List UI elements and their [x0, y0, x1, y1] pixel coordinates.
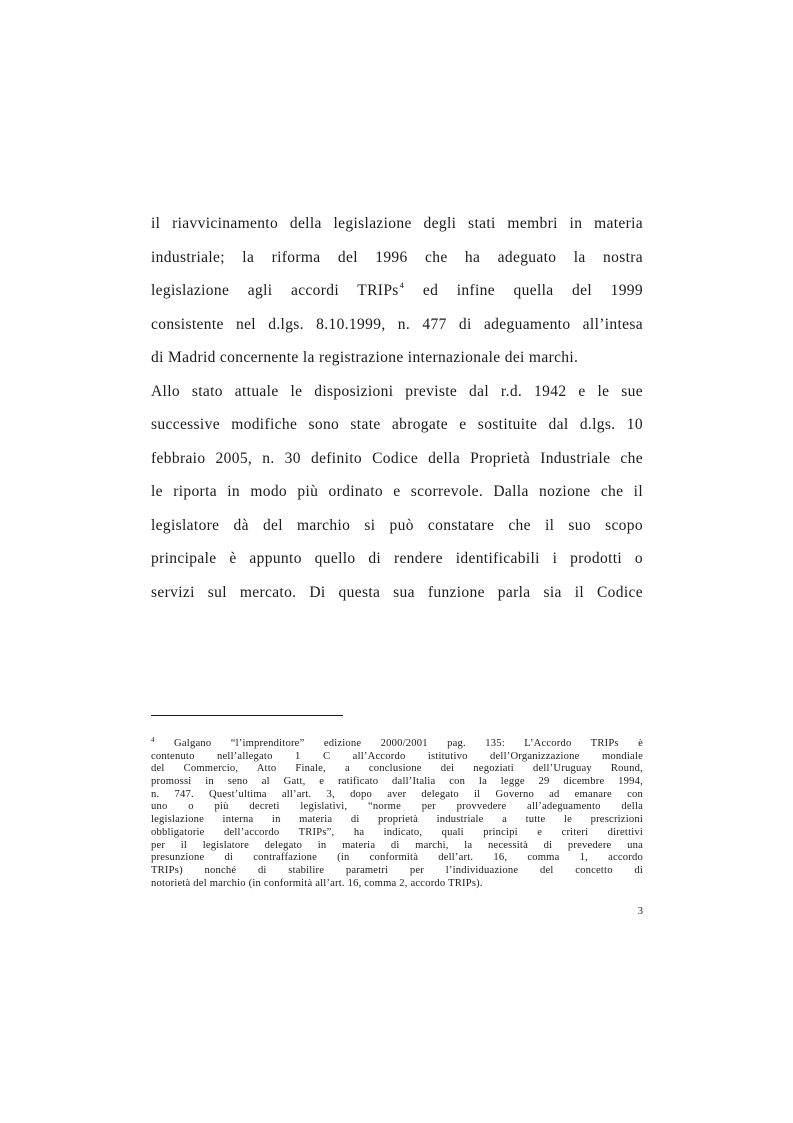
text-line: febbraio 2005, n. 30 definito Codice della Proprietà Industriale che	[151, 449, 643, 467]
footnote-reference[interactable]: 4	[399, 280, 405, 290]
footnote-separator	[151, 715, 343, 716]
text-line	[151, 279, 643, 313]
text-line: le riporta in modo più ordinato e scorrevole. Dalla nozione che il	[151, 483, 643, 500]
footnote-line: del Commercio, Atto Finale, a conclusione dei negoziati dell’Uruguay Round,	[151, 763, 643, 775]
text-segment: ed infine quella del 1999	[422, 282, 643, 299]
text-line: consistente nel d.lgs. 8.10.1999, n. 477 di adeguamento all’intesa	[151, 315, 643, 333]
text-line: il riavvicinamento della legislazione degli stati membri in materia	[151, 215, 643, 232]
text-line: servizi sul mercato. Di questa sua funzione parla sia il Codice	[151, 583, 643, 601]
text-line: successive modifiche sono state abrogate e sostituite dal d.lgs. 10	[151, 416, 643, 433]
footnote-line: uno o più decreti legislativi, “norme per provvedere all’adeguamento della	[151, 801, 643, 813]
page-number: 3	[637, 906, 643, 917]
footnote-line: obbligatorie dell’accordo TRIPs”, ha indicato, quali principi e criteri direttivi	[151, 826, 643, 838]
footnote-line: notorietà del marchio (in conformità all’art. 16, comma 2, accordo TRIPs).	[151, 877, 483, 889]
footnote-marker: 4	[151, 736, 155, 744]
main-text	[151, 212, 643, 614]
text-line: industriale; la riforma del 1996 che ha adeguato la nostra	[151, 248, 643, 266]
text-line: principale è appunto quello di rendere identificabili i prodotti o	[151, 550, 643, 567]
text-line: legislatore dà del marchio si può constatare che il suo scopo	[151, 516, 643, 534]
footnote-line: n. 747. Quest’ultima all’art. 3, dopo aver delegato il Governo ad emanare con	[151, 788, 643, 800]
text-segment: legislazione agli accordi TRIPs	[151, 282, 399, 299]
footnote-line: contenuto nell’allegato 1 C all’Accordo istitutivo dell’Organizzazione mondiale	[151, 750, 643, 762]
footnote-line	[151, 738, 643, 751]
footnote-line: promossi in seno al Gatt, e ratificato dall’Italia con la legge 29 dicembre 1994,	[151, 776, 643, 788]
footnote-line: per il legislatore delegato in materia di marchi, la necessità di prevedere una	[151, 839, 643, 851]
text-line: di Madrid concernente la registrazione internazionale dei marchi.	[151, 349, 579, 366]
footnote-line: legislazione interna in materia di proprietà industriale a tutte le prescrizioni	[151, 814, 643, 826]
footnote-line: presunzione di contraffazione (in conformità dell’art. 16, comma 1, accordo	[151, 852, 643, 864]
footnote	[151, 738, 643, 890]
text-line: Allo stato attuale le disposizioni previste dal r.d. 1942 e le sue	[151, 382, 643, 400]
footnote-line: TRIPs) nonché di stabilire parametri per l’individuazione del concetto di	[151, 864, 643, 876]
footnote-text: Galgano “l’imprenditore” edizione 2000/2001 pag. 135: L’Accordo TRIPs è	[154, 738, 643, 749]
